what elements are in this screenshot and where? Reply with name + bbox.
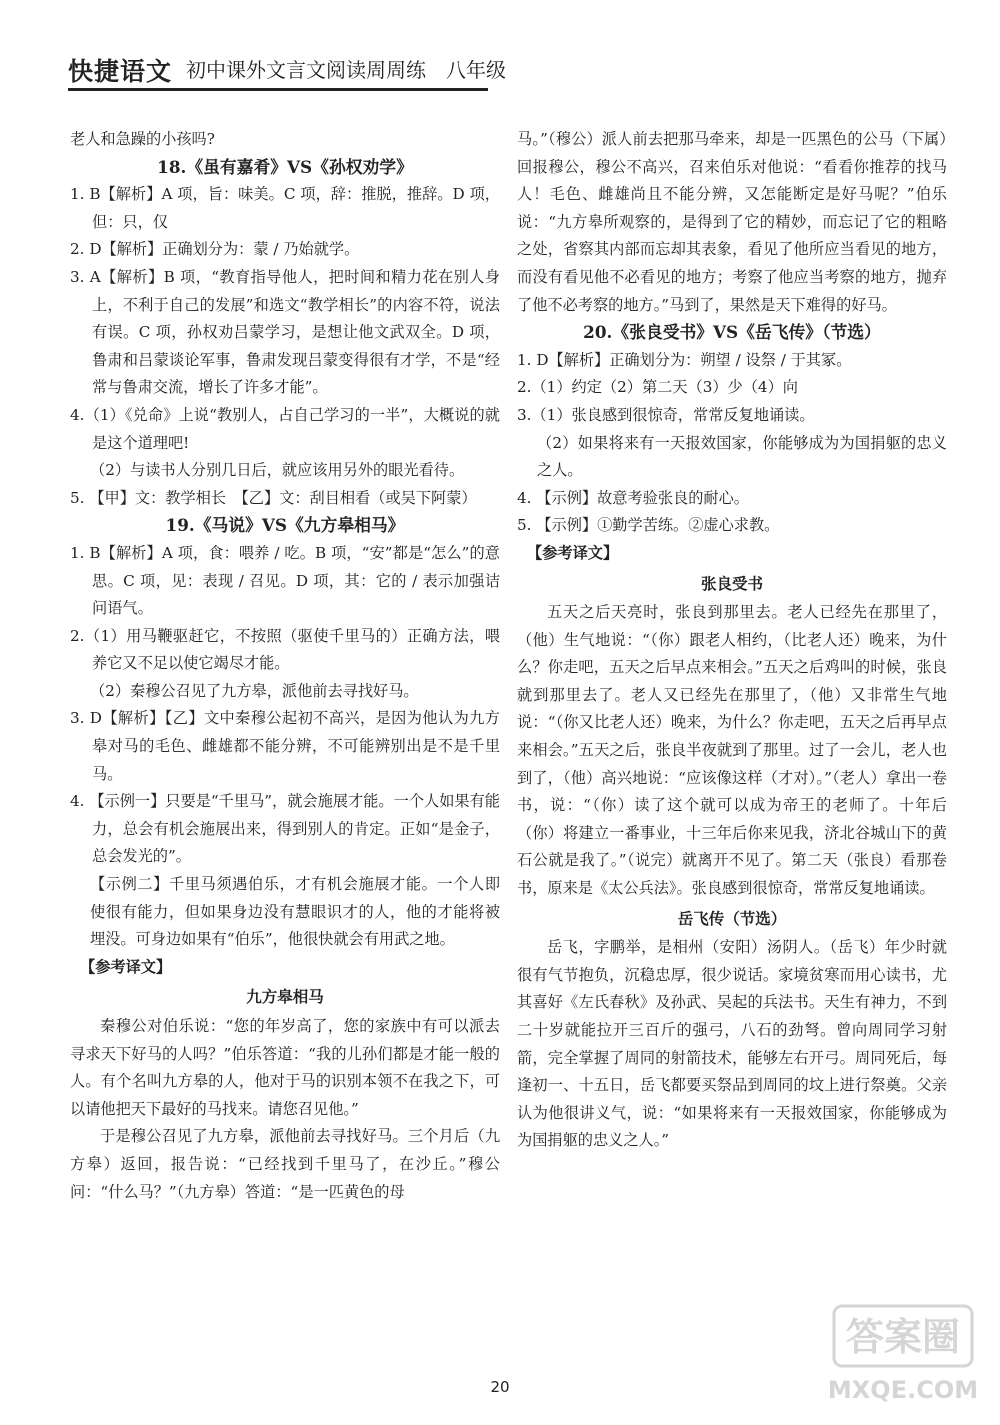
answer-paragraph: 马。”（穆公）派人前去把那马牵来，却是一匹黑色的公马（下属）回报穆公，穆公不高兴，召来伯乐对他说：“看看你推荐的找马人！毛色、雌雄尚且不能分辨，又怎能断定是好马呢？”伯乐说：“九方皋所观察的，是得到了它的精妙，而忘记了它的粗略之处，省察其内部而忘却其表象，看见了他所应当看见的地方，而没有看见他不必看见的地方；考察了他应当考察的地方，抛弃了他不必考察的地方。”马到了，果然是天下难得的好马。 — [517, 130, 947, 314]
section-heading: 18.《虽有嘉肴》VS《孙权劝学》 — [157, 156, 413, 177]
translation-title: 张良受书 — [700, 573, 763, 593]
translation-title: 岳飞传（节选） — [677, 908, 787, 928]
section-heading: 19.《马说》VS《九方皋相马》 — [165, 515, 405, 536]
answer-paragraph: 2.（1）用马鞭驱赶它，不按照（驱使千里马的）正确方法，喂养它又不足以使它竭尽才能。 — [70, 626, 500, 673]
answer-paragraph: （2）与读书人分别几日后，就应该用另外的眼光看待。 — [90, 461, 465, 480]
watermark-site: MXQE.COM — [828, 1376, 978, 1404]
answer-paragraph: 【参考译文】 — [527, 543, 619, 562]
page-header — [68, 50, 928, 90]
answer-paragraph: 5. 【示例】①勤学苦练。②虚心求教。 — [517, 516, 780, 535]
answer-paragraph: 3. D【解析】【乙】文中秦穆公起初不高兴，是因为他认为九方皋对马的毛色、雌雄都不能分辨，不可能辨别出是不是千里马。 — [70, 709, 500, 783]
answer-paragraph: 1. D【解析】正确划分为：朔望 / 设祭 / 于其冢。 — [517, 350, 852, 369]
answer-paragraph: 【示例二】千里马须遇伯乐，才有机会施展才能。一个人即使很有能力，但如果身边没有慧眼识才的人，他的才能将被埋没。可身边如果有“伯乐”，他很快就会有用武之地。 — [90, 875, 500, 949]
answer-paragraph: （2）如果将来有一天报效国家，你能够成为为国捐躯的忠义之人。 — [537, 433, 947, 480]
book-subtitle: 初中课外文言文阅读周周练 八年级 — [186, 58, 506, 82]
watermark-logo — [828, 1300, 978, 1410]
answer-paragraph: 五天之后天亮时，张良到那里去。老人已经先在那里了，（他）生气地说：“（你）跟老人相约，（比老人还）晚来，为什么？你走吧，五天之后早点来相会。”五天之后鸡叫的时候，张良就到那里去了。老人又已经先在那里了，（他）又非常生气地说：“（你又比老人还）晚来，为什么？你走吧，五天之后再早点来相会。”五天之后，张良半夜就到了那里。过了一会儿，老人也到了，（他）高兴地说：“应该像这样（才对）。”（老人）拿出一卷书，说：“（你）读了这个就可以成为帝王的老师了。十年后（你）将建立一番事业，十三年后你来见我，济北谷城山下的黄石公就是我了。”（说完）就离开不见了。第二天（张良）看那卷书，原来是《太公兵法》。张良感到很惊奇，常常反复地诵读。 — [517, 603, 947, 898]
answer-paragraph: 2.（1）约定（2）第二天（3）少（4）向 — [517, 378, 798, 397]
answer-paragraph: 1. B【解析】A 项，食：喂养 / 吃。B 项，“安”都是“怎么”的意思。C 项，见：表现 / 召见。D 项，其：它的 / 表示加强诘问语气。 — [70, 543, 500, 618]
answer-paragraph: 岳飞，字鹏举，是相州（安阳）汤阴人。（岳飞）年少时就很有气节抱负，沉稳忠厚，很少说话。家境贫寒而用心读书，尤其喜好《左氏春秋》及孙武、吴起的兵法书。天生有神力，不到二十岁就能拉开三百斤的强弓，八石的劲弩。曾向周同学习射箭，完全掌握了周同的射箭技术，能够左右开弓。周同死后，每逢初一、十五日，岳飞都要买祭品到周同的坟上进行祭奠。父亲认为他很讲义气，说：“如果将来有一天报效国家，你能够成为为国捐躯的忠义之人。” — [517, 938, 947, 1150]
right-column — [517, 126, 947, 1155]
answer-paragraph: 1. B【解析】A 项，旨：味美。C 项，辞：推脱，推辞。D 项，但：只，仅 — [70, 185, 500, 231]
translation-title: 九方皋相马 — [246, 987, 324, 1007]
answer-paragraph: 5. 【甲】文：教学相长 【乙】文：刮目相看（或吴下阿蒙） — [70, 488, 477, 507]
answer-paragraph: 3. A【解析】B 项，“教育指导他人，把时间和精力花在别人身上，不利于自己的发展”和选文“教学相长”的内容不符，说法有误。C 项，孙权劝吕蒙学习，是想让他文武双全。D 项，鲁肃和吕蒙谈论军事，鲁肃发现吕蒙变得很有才学，不是“经常与鲁肃交流，增长了许多才能”。 — [70, 267, 500, 397]
answer-paragraph: 【参考译文】 — [80, 957, 172, 976]
answer-paragraph: 于是穆公召见了九方皋，派他前去寻找好马。三个月后（九方皋）返回，报告说：“已经找到千里马了，在沙丘。”穆公问：“什么马？”（九方皋）答道：“是一匹黄色的母 — [70, 1127, 500, 1201]
section-heading: 20.《张良受书》VS《岳飞传》（节选） — [583, 322, 881, 343]
answer-paragraph: （2）秦穆公召见了九方皋，派他前去寻找好马。 — [90, 681, 419, 700]
answer-paragraph: 秦穆公对伯乐说：“您的年岁高了，您的家族中有可以派去寻求天下好马的人吗？”伯乐答道：“我的儿孙们都是才能一般的人。有个名叫九方皋的人，他对于马的识别本领不在我之下，可以请他把天下最好的马找来。请您召见他。” — [70, 1017, 500, 1118]
left-column — [70, 126, 500, 1206]
header-rule — [68, 88, 488, 91]
answer-paragraph: 老人和急躁的小孩吗? — [70, 130, 215, 148]
answer-paragraph: 4.（1）《兑命》上说“教别人，占自己学习的一半”，大概说的就是这个道理吧! — [70, 405, 500, 452]
answer-paragraph: 4. 【示例一】只要是“千里马”，就会施展才能。一个人如果有能力，总会有机会施展出来，得到别人的肯定。正如“是金子，总会发光的”。 — [70, 792, 500, 866]
watermark-text: 答案圈 — [845, 1315, 961, 1359]
answer-paragraph: 2. D【解析】正确划分为：蒙 / 乃始就学。 — [70, 240, 360, 259]
answer-paragraph: 4. 【示例】故意考验张良的耐心。 — [517, 488, 749, 507]
page-number: 20 — [490, 1378, 510, 1396]
brand-title: 快捷语文 — [68, 57, 173, 86]
answer-paragraph: 3.（1）张良感到很惊奇，常常反复地诵读。 — [517, 405, 815, 424]
